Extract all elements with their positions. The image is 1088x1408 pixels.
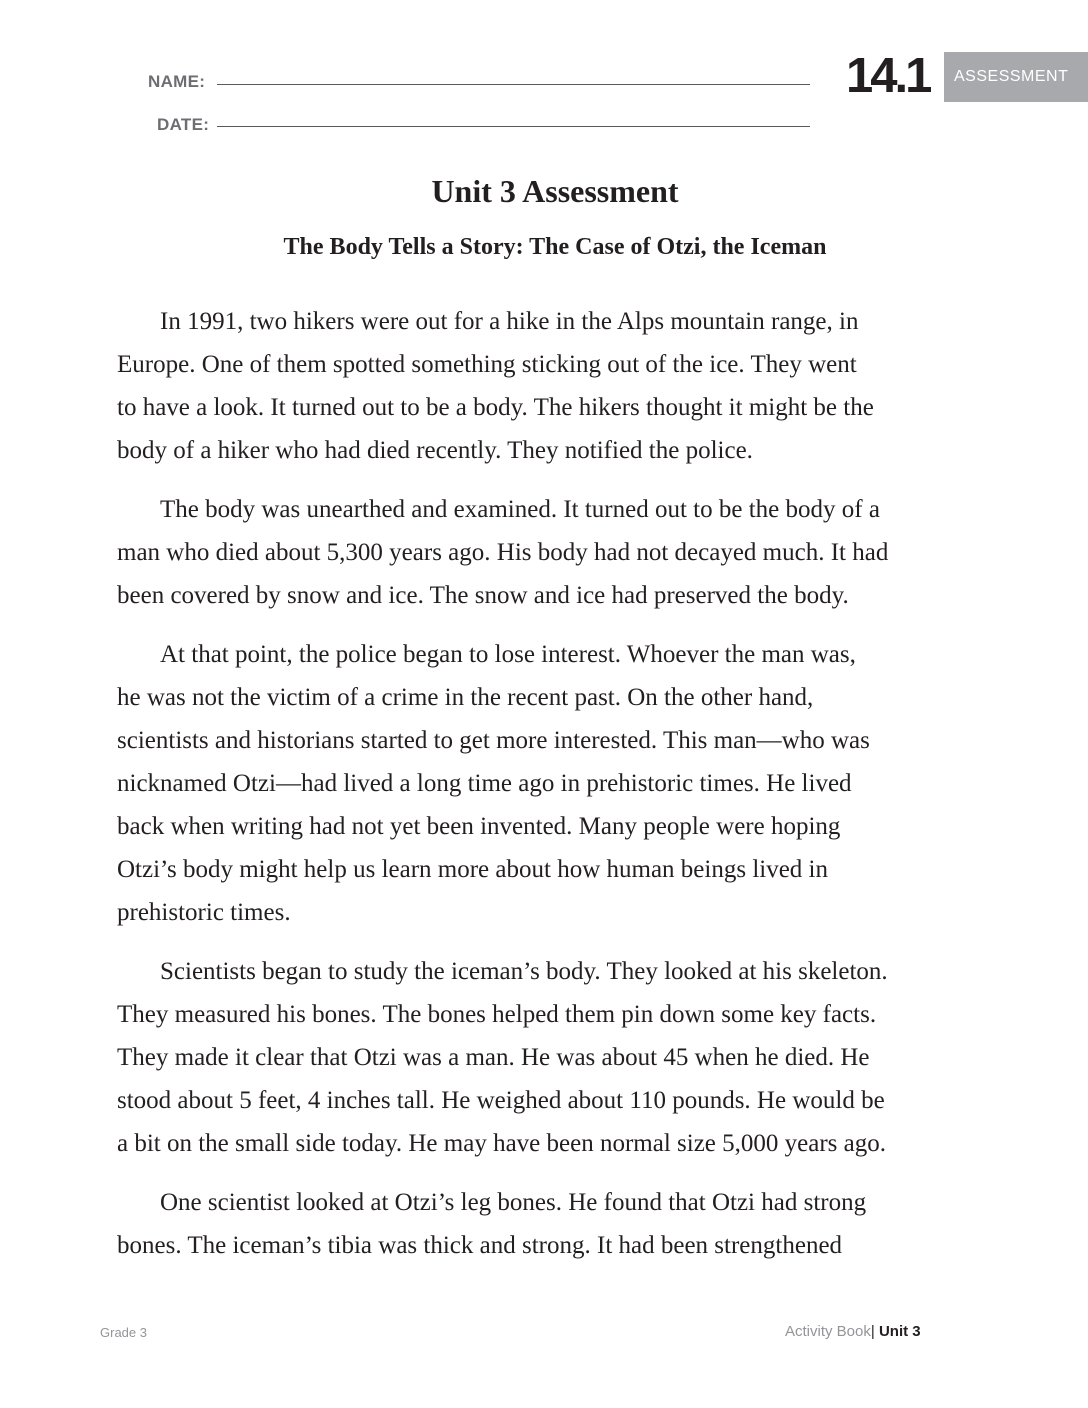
footer-book-unit	[785, 1323, 921, 1340]
footer-unit: Unit 3	[878, 1323, 921, 1340]
footer-grade: Grade 3	[100, 1325, 147, 1340]
footer-book: Activity Book	[785, 1323, 871, 1340]
paragraph-4: Scientists began to study the iceman’s body. They looked at his skeleton. They measured his bones. The bones helped them pin down some key facts. They made it clear that Otzi was a man. He was about 45 when he died. He stood about 5 feet, 4 inches tall. He weighed about 110 pounds. He would be a bit on the small side today. He may have been normal size 5,000 years ago.	[117, 958, 888, 1157]
paragraph-1: In 1991, two hikers were out for a hike in the Alps mountain range, in Europe. One of them spotted something sticking out of the ice. They went to have a look. It turned out to be a body. The hikers thought it might be the body of a hiker who had died recently. They notified the police.	[117, 308, 874, 464]
paragraph-3: At that point, the police began to lose interest. Whoever the man was, he was not the victim of a crime in the recent past. On the other hand, scientists and historians started to get more interested. This man—who was nicknamed Otzi—had lived a long time ago in prehistoric times. He lived back when writing had not yet been invented. Many people were hoping Otzi’s body might help us learn more about how human beings lived in prehistoric times.	[117, 641, 870, 926]
name-label: NAME:	[148, 72, 206, 91]
date-field-line[interactable]	[217, 126, 810, 127]
story-subtitle: The Body Tells a Story: The Case of Otzi, the Iceman	[283, 234, 827, 260]
page-title: Unit 3 Assessment	[431, 173, 679, 209]
name-field-line[interactable]	[217, 84, 810, 85]
activity-code: 14.1	[846, 49, 930, 103]
date-label: DATE:	[157, 115, 210, 134]
activity-type-tag: ASSESSMENT	[944, 52, 1088, 102]
footer-separator: |	[870, 1323, 875, 1340]
story-body	[117, 300, 997, 1283]
paragraph-5: One scientist looked at Otzi’s leg bones. He found that Otzi had strong bones. The iceman’s tibia was thick and strong. It had been strengthened	[117, 1189, 867, 1259]
paragraph-2: The body was unearthed and examined. It turned out to be the body of a man who died about 5,300 years ago. His body had not decayed much. It had been covered by snow and ice. The snow and ice had preserved the body.	[117, 496, 889, 609]
